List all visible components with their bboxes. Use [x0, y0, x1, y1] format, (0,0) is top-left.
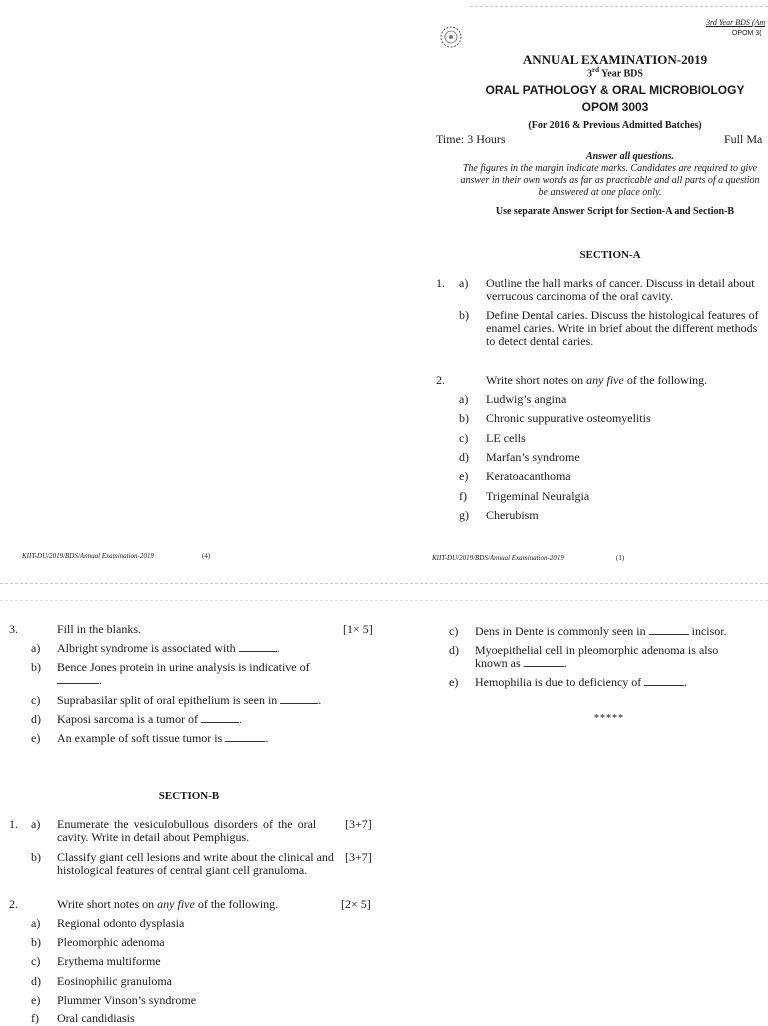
- answer-blank: [524, 656, 564, 667]
- sb-q2-number: 2.: [9, 897, 18, 911]
- q3-item-text: [475, 675, 687, 690]
- q3-item-text: Myoepithelial cell in pleomorphic adenoma is also: [475, 643, 719, 657]
- sb-q1a-line-1: Enumerate the vesiculobullous disorders of the oral: [57, 817, 317, 831]
- sa-q2-intro-end: of the following.: [623, 373, 708, 387]
- footer-left: KIIT-DU/2019/BDS/Annual Examination-2019: [22, 552, 154, 560]
- q3-item-label: e): [31, 731, 41, 745]
- list-item-label: d): [31, 974, 41, 988]
- q3-marks: [1× 5]: [343, 622, 373, 636]
- q3-item-label: b): [31, 660, 41, 674]
- q3-item-label: c): [31, 693, 41, 707]
- list-item-label: e): [31, 993, 41, 1007]
- footer-left-page: (4): [202, 552, 211, 560]
- list-item-text: Chronic suppurative osteomyelitis: [486, 411, 651, 425]
- sa-q1b-line-3: to detect dental caries.: [486, 334, 594, 348]
- q3-number: 3.: [9, 622, 18, 636]
- sb-q2-intro-text: Write short notes on: [57, 897, 158, 911]
- batches-note: (For 2016 & Previous Admitted Batches): [528, 120, 702, 131]
- list-item-label: c): [31, 954, 41, 968]
- list-item: f): [459, 489, 467, 503]
- q3-item-label: d): [31, 712, 41, 726]
- q3-item-text-end: .: [265, 731, 269, 745]
- q3-item-text: [57, 673, 102, 688]
- list-item-text: Trigeminal Neuralgia: [486, 489, 590, 503]
- sa-q1-number: 1.: [436, 276, 445, 290]
- sb-q1-number: 1.: [9, 817, 18, 831]
- answer-blank: [239, 641, 277, 652]
- sa-q1a-line-1: Outline the hall marks of cancer. Discuss in detail about: [486, 276, 755, 290]
- university-seal-icon: [436, 24, 466, 50]
- sb-q2-intro-end: of the following.: [194, 897, 279, 911]
- list-item-label: b): [31, 935, 41, 949]
- footer-right: KIIT-DU/2019/BDS/Annual Examination-2019: [432, 554, 564, 562]
- instructions-line-3: be answered at one place only.: [538, 187, 662, 198]
- list-item-text: LE cells: [486, 431, 526, 445]
- sb-q1a-marks: [3+7]: [345, 817, 372, 831]
- q3-item-text-part: Kaposi sarcoma is a tumor of: [57, 712, 201, 726]
- sb-q2-intro: [57, 897, 278, 912]
- separate-scripts-note: Use separate Answer Script for Section-A and Section-B: [495, 206, 735, 217]
- sb-q1a-label: a): [31, 817, 41, 831]
- list-item: a): [459, 392, 469, 406]
- list-item-text: Marfan’s syndrome: [486, 450, 580, 464]
- q3-item-text-end: .: [99, 673, 102, 687]
- list-item: g): [459, 508, 469, 522]
- q3-item-text-end: incisor.: [688, 624, 727, 638]
- q3-item-text-part: Dens in Dente is commonly seen in: [475, 624, 649, 638]
- year-code: 3rd Year BDS (Am: [706, 18, 766, 27]
- list-item: c): [459, 431, 469, 445]
- footer-right-page: (1): [616, 554, 625, 562]
- q3-item-text-end: .: [318, 693, 322, 707]
- sb-q1b-marks: [3+7]: [345, 850, 372, 864]
- full-marks: Full Ma: [724, 132, 763, 146]
- list-item-label: a): [31, 916, 41, 930]
- list-item: b): [459, 411, 469, 425]
- q3-item-text-part: Albright syndrome is associated with: [57, 641, 239, 655]
- section-b-title: SECTION-B: [158, 790, 220, 802]
- answer-blank: [649, 624, 689, 635]
- page-separator: [0, 600, 768, 601]
- sb-q1b-line-2: histological features of central giant cell granuloma.: [57, 863, 308, 877]
- answer-blank: [225, 731, 265, 742]
- sa-q2-intro: [486, 373, 707, 388]
- sb-q2-intro-emphasis: any five: [157, 897, 195, 911]
- instructions-line-1: The figures in the margin indicate marks. Candidates are required to give: [462, 163, 758, 174]
- page-separator: [0, 583, 768, 584]
- list-item-text: Cherubism: [486, 508, 539, 522]
- year-line: [470, 66, 760, 79]
- list-item-text: Erythema multiforme: [57, 954, 161, 968]
- q3-item-text: [57, 731, 268, 746]
- q3-item-label: a): [31, 641, 41, 655]
- q3-item-label: d): [449, 643, 459, 657]
- sa-q1b-line-2: enamel caries. Write in brief about the different methods: [486, 321, 758, 335]
- top-page-edge: [470, 6, 768, 7]
- q3-item-text-end: .: [684, 675, 688, 689]
- section-a-title: SECTION-A: [579, 249, 641, 261]
- list-item-text: Eosinophilic granuloma: [57, 974, 172, 988]
- sa-q2-number: 2.: [436, 373, 445, 387]
- q3-item-text-part: An example of soft tissue tumor is: [57, 731, 226, 745]
- sb-q2-marks: [2× 5]: [341, 897, 371, 911]
- answer-blank: [201, 712, 239, 723]
- list-item-text: Plummer Vinson’s syndrome: [57, 993, 197, 1007]
- q3-item-text-end: .: [276, 641, 280, 655]
- exam-title: ANNUAL EXAMINATION-2019: [522, 52, 708, 67]
- sb-q1a-line-2: cavity. Write in detail about Pemphigus.: [57, 830, 250, 844]
- q3-item-text-end: .: [238, 712, 242, 726]
- q3-item-label: c): [449, 624, 459, 638]
- sa-q2-intro-text: Write short notes on: [486, 373, 587, 387]
- list-item-text: Regional odonto dysplasia: [57, 916, 185, 930]
- list-item: e): [459, 469, 469, 483]
- sb-q1b-label: b): [31, 850, 41, 864]
- answer-all: Answer all questions.: [585, 151, 675, 162]
- sa-q1a-line-2: verrucous carcinoma of the oral cavity.: [486, 289, 674, 303]
- q3-item-text: Bence Jones protein in urine analysis is indicative of: [57, 660, 310, 674]
- instructions-line-2: answer in their own words as far as practicable and all parts of a question: [460, 175, 760, 186]
- time-allowed: Time: 3 Hours: [436, 132, 506, 146]
- q3-item-text: [57, 712, 242, 727]
- q3-title: Fill in the blanks.: [57, 622, 141, 636]
- q3-item-text: [57, 641, 280, 656]
- q3-item-text-part: known as: [475, 656, 524, 670]
- year-ordinal: rd: [592, 66, 600, 74]
- q3-item-text: [57, 693, 321, 708]
- year-number: 3: [587, 68, 593, 80]
- list-item-text: Ludwig’s angina: [486, 392, 567, 406]
- q3-item-text: [475, 624, 727, 639]
- list-item-text: Keratoacanthoma: [486, 469, 571, 483]
- end-mark: *****: [594, 713, 624, 724]
- list-item-text: Pleomorphic adenoma: [57, 935, 165, 949]
- answer-blank: [57, 673, 99, 684]
- sa-q1a-label: a): [459, 276, 469, 290]
- q3-item-text: [475, 656, 567, 671]
- answer-blank: [644, 675, 684, 686]
- subject-title: ORAL PATHOLOGY & ORAL MICROBIOLOGY: [485, 83, 745, 97]
- sa-q1b-line-1: Define Dental caries. Discuss the histological features of: [486, 308, 759, 322]
- list-item-text: Oral candidiasis: [57, 1011, 135, 1025]
- sa-q2-intro-emphasis: any five: [586, 373, 624, 387]
- q3-item-text-part: Suprabasilar split of oral epithelium is seen in: [57, 693, 281, 707]
- paper-code: OPOM 3003: [581, 100, 649, 114]
- sb-q1b-line-1: Classify giant cell lesions and write about the clinical and: [57, 850, 334, 864]
- list-item: d): [459, 450, 469, 464]
- q3-item-text-end: .: [563, 656, 567, 670]
- course-code: OPOM 3(: [732, 30, 762, 37]
- answer-blank: [280, 693, 318, 704]
- q3-item-label: e): [449, 675, 459, 689]
- q3-item-text-part: Hemophilia is due to deficiency of: [475, 675, 645, 689]
- sa-q1b-label: b): [459, 308, 469, 322]
- year-text: Year BDS: [599, 68, 643, 80]
- list-item-label: f): [31, 1011, 39, 1025]
